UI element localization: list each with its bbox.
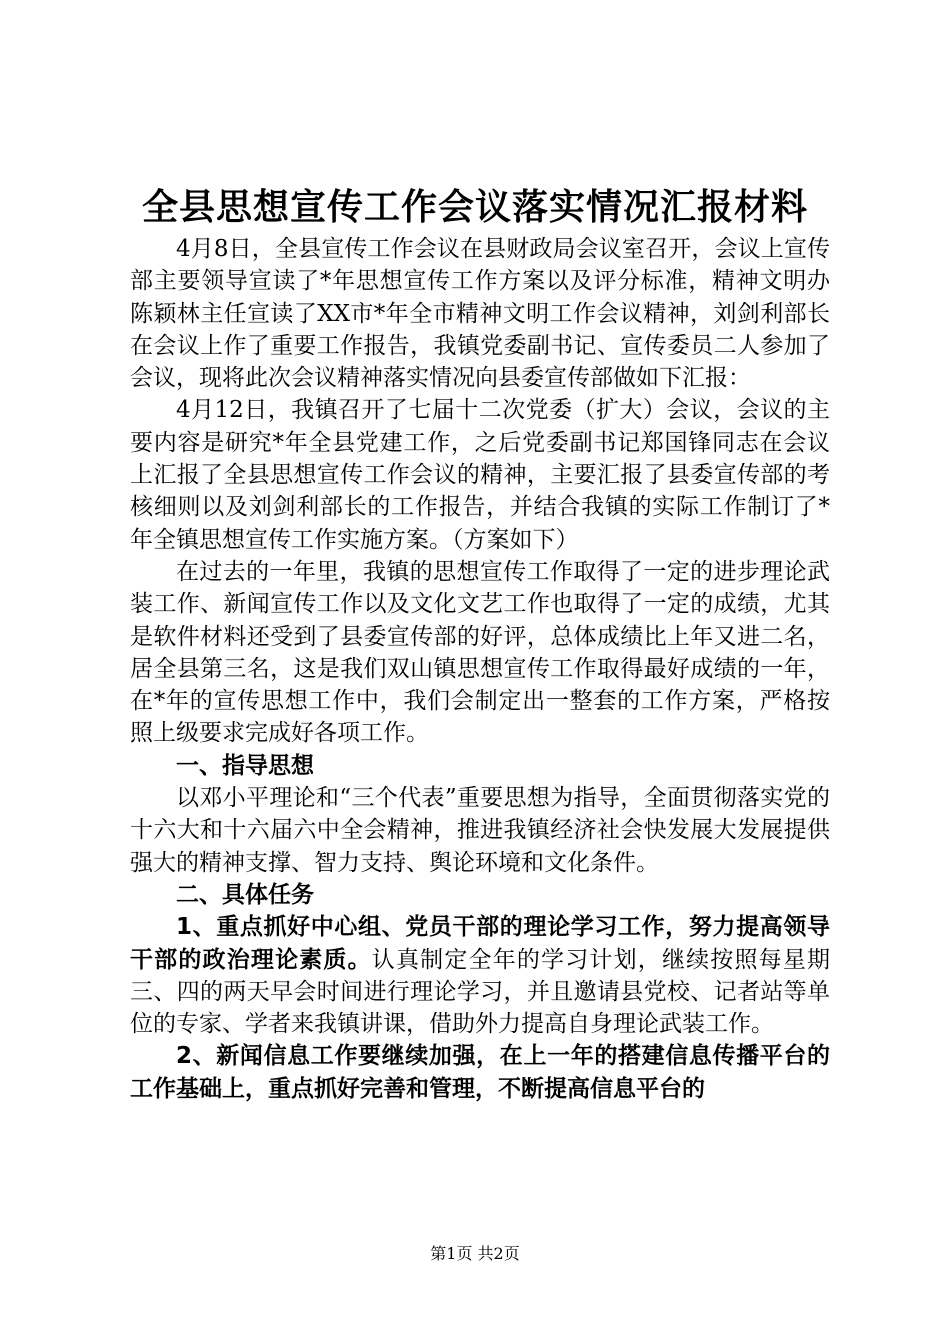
heading-specific-tasks: 二、具体任务 [176, 881, 314, 908]
heading-guiding-ideology: 一、指导思想 [176, 752, 314, 779]
paragraph-guiding-ideology: 以邓小平理论和“三个代表”重要思想为指导，全面贯彻落实党的十六大和十六届六中全会精神，推进我镇经济社会快发展大发展提供强大的精神支撑、智力支持、舆论环境和文化条件。 [130, 785, 830, 876]
paragraph-meeting-summary: 4月8日，全县宣传工作会议在县财政局会议室召开，会议上宣传部主要领导宣读了*年思想宣传工作方案以及评分标准，精神文明办陈颖林主任宣读了XX市*年全市精神文明工作会议精神，刘剑利部长在会议上作了重要工作报告，我镇党委副书记、宣传委员二人参加了会议，现将此次会议精神落实情况向县委宣传部做如下汇报： [130, 236, 830, 392]
document-body [130, 233, 830, 1105]
task-1-lead: 1、重点抓好中心组、党员干部的理论学习工作，努力提高领导干部的政治理论素质。 [130, 914, 830, 973]
page-footer: 第1页 共2页 [430, 1244, 520, 1263]
task-2-lead: 2、新闻信息工作要继续加强，在上一年的搭建信息传播平台的工作基础上，重点抓好完善和管理，不断提高信息平台的 [130, 1043, 830, 1102]
paragraph-task-1 [130, 911, 830, 1040]
task-1-detail: 认真制定全年的学习计划，继续按照每星期三、四的两天早会时间进行理论学习，并且邀请县党校、记者站等单位的专家、学者来我镇讲课，借助外力提高自身理论武装工作。 [130, 946, 831, 1038]
paragraph-past-year: 在过去的一年里，我镇的思想宣传工作取得了一定的进步理论武装工作、新闻宣传工作以及文化文艺工作也取得了一定的成绩，尤其是软件材料还受到了县委宣传部的好评，总体成绩比上年又进二名，居全县第三名，这是我们双山镇思想宣传工作取得最好成绩的一年，在*年的宣传思想工作中，我们会制定出一整套的工作方案，严格按照上级要求完成好各项工作。 [130, 558, 830, 747]
document-title: 全县思想宣传工作会议落实情况汇报材料 [141, 187, 808, 228]
paragraph-task-2 [130, 1040, 830, 1105]
paragraph-party-meeting: 4月12日，我镇召开了七届十二次党委（扩大）会议，会议的主要内容是研究*年全县党建工作，之后党委副书记郑国锋同志在会议上汇报了全县思想宣传工作会议的精神，主要汇报了县委宣传部的考核细则以及刘剑利部长的工作报告，并结合我镇的实际工作制订了*年全镇思想宣传工作实施方案。（方案如下） [130, 397, 830, 553]
